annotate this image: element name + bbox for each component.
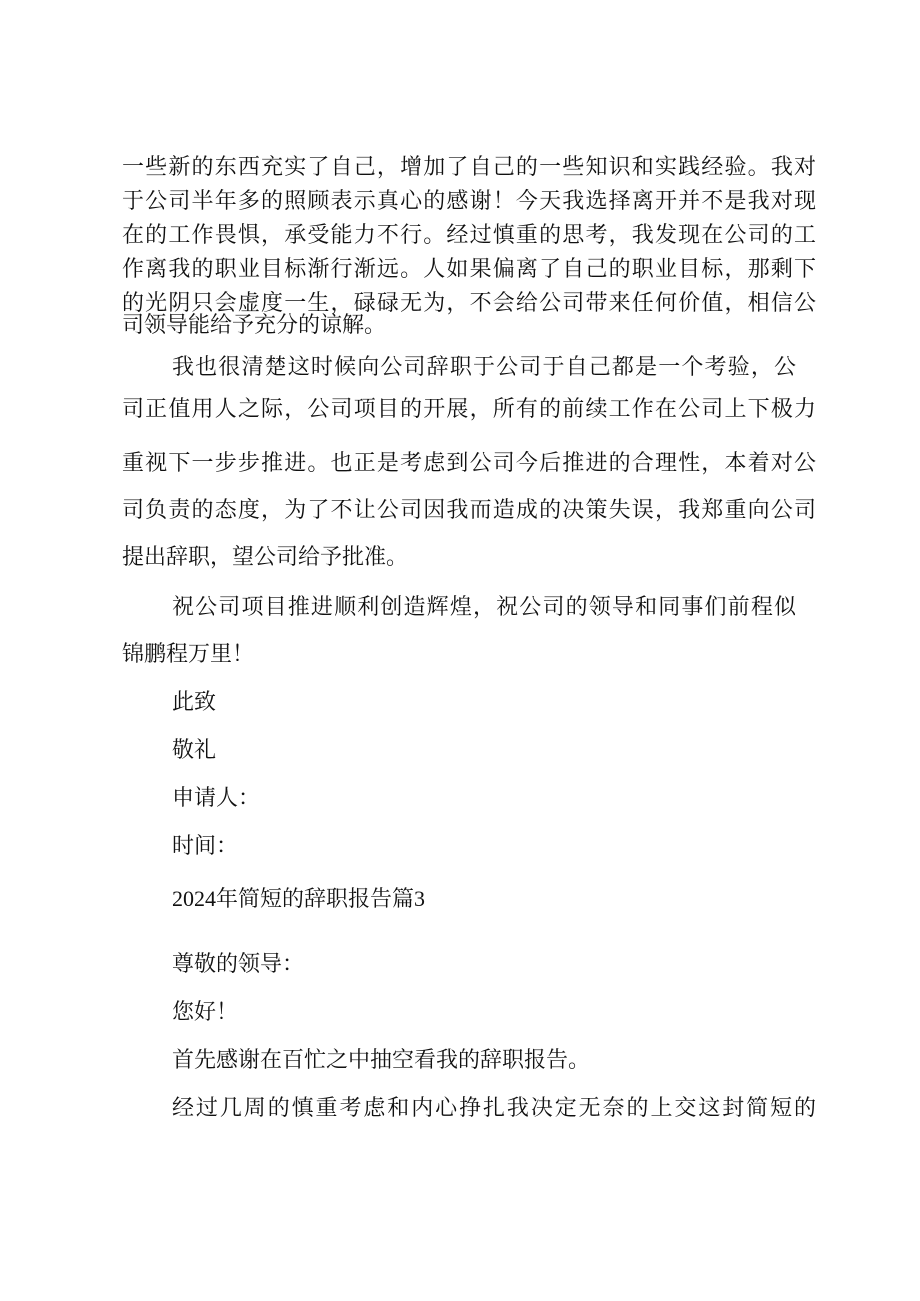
closing-text: 此致 — [172, 690, 217, 715]
paragraph-2-line-1: 我也很清楚这时候向公司辞职于公司于自己都是一个考验，公 — [172, 355, 796, 380]
section-heading: 2024年简短的辞职报告篇3 — [172, 886, 426, 911]
paragraph-1-line-5: 的光阴只会虚度一生，碌碌无为，不会给公司带来任何价值，相信公 — [122, 291, 816, 316]
paragraph-1-line-2: 于公司半年多的照顾表示真心的感谢！今天我选择离开并不是我对现 — [122, 189, 816, 214]
greeting-text: 尊敬的领导： — [172, 952, 305, 977]
applicant-label: 申请人： — [172, 786, 261, 811]
paragraph-3-line-1: 祝公司项目推进顺利创造辉煌，祝公司的领导和同事们前程似 — [172, 595, 796, 620]
paragraph-1-line-1: 一些新的东西充实了自己，增加了自己的一些知识和实践经验。我对 — [122, 155, 816, 180]
paragraph-1-line-4: 作离我的职业目标渐行渐远。人如果偏离了自己的职业目标，那剩下 — [122, 257, 816, 282]
paragraph-5-line-1: 经过几周的慎重考虑和内心挣扎我决定无奈的上交这封简短的 — [172, 1096, 816, 1121]
paragraph-1-line-6: 司领导能给予充分的谅解。 — [122, 313, 387, 338]
hello-text: 您好！ — [172, 1000, 239, 1025]
paragraph-1-line-3: 在的工作畏惧，承受能力不行。经过慎重的思考，我发现在公司的工 — [122, 223, 816, 248]
paragraph-2-line-4: 司负责的态度，为了不让公司因我而造成的决策失误，我郑重向公司 — [122, 498, 816, 523]
paragraph-2-line-5: 提出辞职，望公司给予批准。 — [122, 545, 409, 570]
paragraph-2-line-3: 重视下一步步推进。也正是考虑到公司今后推进的合理性，本着对公 — [122, 451, 816, 476]
paragraph-4: 首先感谢在百忙之中抽空看我的辞职报告。 — [172, 1048, 591, 1073]
paragraph-2-line-2: 司正值用人之际，公司项目的开展，所有的前续工作在公司上下极力 — [122, 397, 816, 422]
paragraph-3-line-2: 锦鹏程万里！ — [122, 642, 255, 667]
date-label: 时间： — [172, 834, 239, 859]
salute-text: 敬礼 — [172, 738, 217, 763]
